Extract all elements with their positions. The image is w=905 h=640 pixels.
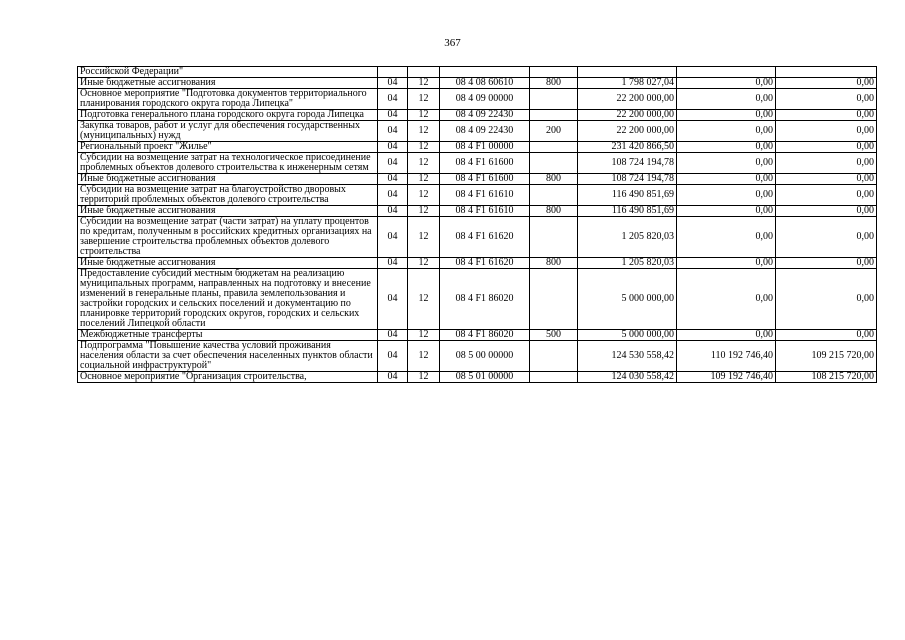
amount-year1-cell: 231 420 866,50: [578, 142, 677, 153]
subsection-code-cell: 12: [408, 185, 440, 206]
table-row: [78, 121, 877, 142]
amount-year3-cell: 0,00: [776, 78, 877, 89]
amount-year2-cell: 0,00: [677, 121, 776, 142]
amount-year1-cell: 116 490 851,69: [578, 185, 677, 206]
section-code-cell: 04: [378, 121, 408, 142]
subsection-code-cell: 12: [408, 78, 440, 89]
amount-year3-cell: [776, 67, 877, 78]
expense-type-cell: 200: [530, 121, 578, 142]
subsection-code-cell: 12: [408, 258, 440, 269]
expense-type-cell: [530, 153, 578, 174]
table-row: [78, 217, 877, 258]
section-code-cell: 04: [378, 341, 408, 372]
amount-year1-cell: 1 205 820,03: [578, 217, 677, 258]
amount-year3-cell: 0,00: [776, 206, 877, 217]
table-row: [78, 78, 877, 89]
amount-year3-cell: 108 215 720,00: [776, 372, 877, 383]
amount-year3-cell: 0,00: [776, 89, 877, 110]
page-number: 367: [444, 37, 461, 49]
section-code-cell: 04: [378, 258, 408, 269]
target-article-cell: 08 4 09 00000: [440, 89, 530, 110]
table-row: [78, 153, 877, 174]
amount-year2-cell: 0,00: [677, 89, 776, 110]
row-name-cell: Подготовка генерального плана городского округа города Липецка: [78, 110, 378, 121]
table-row: [78, 110, 877, 121]
table-row: [78, 372, 877, 383]
table-row: [78, 206, 877, 217]
subsection-code-cell: 12: [408, 330, 440, 341]
row-name-cell: Основное мероприятие "Организация строительства,: [78, 372, 378, 383]
target-article-cell: 08 4 F1 61600: [440, 174, 530, 185]
target-article-cell: [440, 67, 530, 78]
amount-year1-cell: 22 200 000,00: [578, 89, 677, 110]
amount-year1-cell: 5 000 000,00: [578, 269, 677, 330]
target-article-cell: 08 5 00 00000: [440, 341, 530, 372]
amount-year3-cell: 0,00: [776, 142, 877, 153]
row-name-cell: Региональный проект "Жилье": [78, 142, 378, 153]
subsection-code-cell: 12: [408, 153, 440, 174]
target-article-cell: 08 4 F1 00000: [440, 142, 530, 153]
target-article-cell: 08 4 08 60610: [440, 78, 530, 89]
amount-year3-cell: 0,00: [776, 217, 877, 258]
subsection-code-cell: 12: [408, 121, 440, 142]
row-name-cell: Иные бюджетные ассигнования: [78, 258, 378, 269]
target-article-cell: 08 4 F1 61610: [440, 206, 530, 217]
amount-year3-cell: 0,00: [776, 330, 877, 341]
amount-year2-cell: 110 192 746,40: [677, 341, 776, 372]
row-name-cell: Иные бюджетные ассигнования: [78, 206, 378, 217]
table-row: [78, 185, 877, 206]
target-article-cell: 08 4 09 22430: [440, 121, 530, 142]
table-body: [78, 67, 877, 383]
amount-year1-cell: [578, 67, 677, 78]
target-article-cell: 08 4 F1 86020: [440, 330, 530, 341]
table-row: [78, 269, 877, 330]
amount-year3-cell: 0,00: [776, 185, 877, 206]
expense-type-cell: [530, 67, 578, 78]
expense-type-cell: [530, 341, 578, 372]
row-name-cell: Иные бюджетные ассигнования: [78, 174, 378, 185]
expense-type-cell: 800: [530, 206, 578, 217]
section-code-cell: 04: [378, 153, 408, 174]
amount-year2-cell: 0,00: [677, 142, 776, 153]
table-row: [78, 258, 877, 269]
target-article-cell: 08 4 F1 61600: [440, 153, 530, 174]
expense-type-cell: [530, 89, 578, 110]
target-article-cell: 08 5 01 00000: [440, 372, 530, 383]
amount-year3-cell: 0,00: [776, 174, 877, 185]
section-code-cell: 04: [378, 372, 408, 383]
expense-type-cell: [530, 185, 578, 206]
amount-year1-cell: 5 000 000,00: [578, 330, 677, 341]
expense-type-cell: 800: [530, 174, 578, 185]
row-name-cell: Основное мероприятие "Подготовка документов территориального планирования городского округа города Липецка": [78, 89, 378, 110]
amount-year3-cell: 109 215 720,00: [776, 341, 877, 372]
target-article-cell: 08 4 F1 86020: [440, 269, 530, 330]
subsection-code-cell: 12: [408, 269, 440, 330]
section-code-cell: 04: [378, 174, 408, 185]
target-article-cell: 08 4 F1 61620: [440, 217, 530, 258]
amount-year1-cell: 1 798 027,04: [578, 78, 677, 89]
target-article-cell: 08 4 F1 61610: [440, 185, 530, 206]
expense-type-cell: 800: [530, 78, 578, 89]
subsection-code-cell: 12: [408, 372, 440, 383]
amount-year2-cell: [677, 67, 776, 78]
amount-year1-cell: 22 200 000,00: [578, 110, 677, 121]
amount-year3-cell: 0,00: [776, 153, 877, 174]
subsection-code-cell: 12: [408, 142, 440, 153]
amount-year2-cell: 0,00: [677, 110, 776, 121]
subsection-code-cell: 12: [408, 174, 440, 185]
target-article-cell: 08 4 09 22430: [440, 110, 530, 121]
subsection-code-cell: 12: [408, 341, 440, 372]
expense-type-cell: [530, 142, 578, 153]
expense-type-cell: 500: [530, 330, 578, 341]
row-name-cell: Иные бюджетные ассигнования: [78, 78, 378, 89]
table-row: [78, 174, 877, 185]
section-code-cell: 04: [378, 185, 408, 206]
amount-year2-cell: 0,00: [677, 217, 776, 258]
budget-table: [77, 66, 877, 383]
expense-type-cell: [530, 372, 578, 383]
section-code-cell: 04: [378, 142, 408, 153]
subsection-code-cell: 12: [408, 110, 440, 121]
amount-year1-cell: 1 205 820,03: [578, 258, 677, 269]
amount-year3-cell: 0,00: [776, 121, 877, 142]
amount-year2-cell: 0,00: [677, 269, 776, 330]
subsection-code-cell: [408, 67, 440, 78]
section-code-cell: 04: [378, 217, 408, 258]
section-code-cell: 04: [378, 78, 408, 89]
amount-year3-cell: 0,00: [776, 110, 877, 121]
section-code-cell: 04: [378, 330, 408, 341]
row-name-cell: Субсидии на возмещение затрат на технологическое присоединение проблемных объектов долевого строительства к инженерным сетям: [78, 153, 378, 174]
table-row: [78, 67, 877, 78]
target-article-cell: 08 4 F1 61620: [440, 258, 530, 269]
row-name-cell: Субсидии на возмещение затрат на благоустройство дворовых территорий проблемных объектов долевого строительства: [78, 185, 378, 206]
amount-year2-cell: 0,00: [677, 174, 776, 185]
amount-year1-cell: 22 200 000,00: [578, 121, 677, 142]
section-code-cell: [378, 67, 408, 78]
section-code-cell: 04: [378, 110, 408, 121]
table-row: [78, 89, 877, 110]
amount-year2-cell: 0,00: [677, 258, 776, 269]
amount-year2-cell: 0,00: [677, 185, 776, 206]
subsection-code-cell: 12: [408, 217, 440, 258]
row-name-cell: Российской Федерации": [78, 67, 378, 78]
row-name-cell: Предоставление субсидий местным бюджетам на реализацию муниципальных программ, направленных на подготовку и внесение изменений в генеральные планы, правила землепользования и застройки городских и сельских поселений и документацию по планировке территорий городских округов, городских и сельских поселений Липецкой области: [78, 269, 378, 330]
amount-year1-cell: 108 724 194,78: [578, 174, 677, 185]
table-row: [78, 330, 877, 341]
row-name-cell: Межбюджетные трансферты: [78, 330, 378, 341]
subsection-code-cell: 12: [408, 89, 440, 110]
amount-year2-cell: 109 192 746,40: [677, 372, 776, 383]
amount-year2-cell: 0,00: [677, 78, 776, 89]
amount-year1-cell: 108 724 194,78: [578, 153, 677, 174]
section-code-cell: 04: [378, 206, 408, 217]
section-code-cell: 04: [378, 269, 408, 330]
amount-year2-cell: 0,00: [677, 206, 776, 217]
amount-year1-cell: 124 530 558,42: [578, 341, 677, 372]
expense-type-cell: [530, 269, 578, 330]
expense-type-cell: 800: [530, 258, 578, 269]
expense-type-cell: [530, 110, 578, 121]
amount-year1-cell: 124 030 558,42: [578, 372, 677, 383]
expense-type-cell: [530, 217, 578, 258]
row-name-cell: Закупка товаров, работ и услуг для обеспечения государственных (муниципальных) нужд: [78, 121, 378, 142]
amount-year3-cell: 0,00: [776, 258, 877, 269]
section-code-cell: 04: [378, 89, 408, 110]
table-row: [78, 142, 877, 153]
row-name-cell: Подпрограмма "Повышение качества условий проживания населения области за счет обеспечения населенных пунктов области социальной инфраструктурой": [78, 341, 378, 372]
amount-year3-cell: 0,00: [776, 269, 877, 330]
subsection-code-cell: 12: [408, 206, 440, 217]
amount-year1-cell: 116 490 851,69: [578, 206, 677, 217]
row-name-cell: Субсидии на возмещение затрат (части затрат) на уплату процентов по кредитам, полученным в российских кредитных организациях на завершение строительства проблемных объектов долевого строительства: [78, 217, 378, 258]
amount-year2-cell: 0,00: [677, 153, 776, 174]
table-row: [78, 341, 877, 372]
amount-year2-cell: 0,00: [677, 330, 776, 341]
